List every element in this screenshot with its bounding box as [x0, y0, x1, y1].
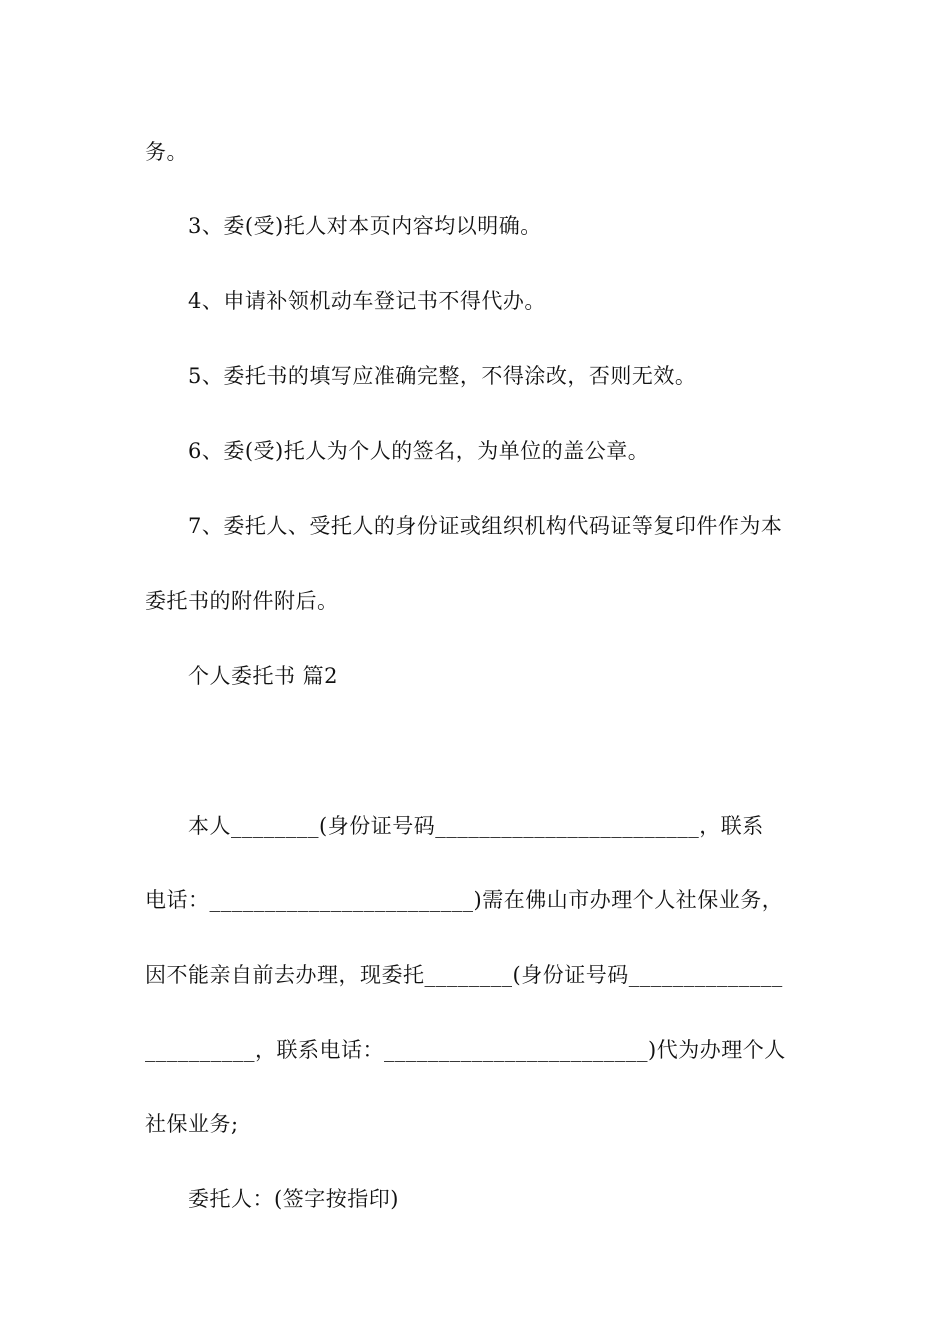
text-line: 务。	[145, 140, 188, 164]
list-item: 3、委(受)托人对本页内容均以明确。	[188, 214, 542, 238]
text-line: 委托书的附件附后。	[145, 589, 339, 613]
list-item: 7、委托人、受托人的身份证或组织机构代码证等复印件作为本	[188, 514, 783, 538]
list-item: 6、委(受)托人为个人的签名，为单位的盖公章。	[188, 439, 650, 463]
section-heading: 个人委托书 篇2	[188, 664, 339, 688]
paragraph-line: __________，联系电话：________________________)代为办理个人	[145, 1038, 786, 1062]
paragraph-line: 社保业务;	[145, 1112, 239, 1136]
paragraph-line: 电话：________________________)需在佛山市办理个人社保业务，	[145, 888, 784, 912]
signature-label: 委托人：(签字按指印)	[188, 1187, 399, 1211]
list-item: 4、申请补领机动车登记书不得代办。	[188, 289, 546, 313]
paragraph-line: 本人________(身份证号码________________________，联系	[188, 814, 764, 838]
paragraph-line: 因不能亲自前去办理，现委托________(身份证号码______________	[145, 963, 783, 987]
list-item: 5、委托书的填写应准确完整，不得涂改，否则无效。	[188, 364, 697, 388]
